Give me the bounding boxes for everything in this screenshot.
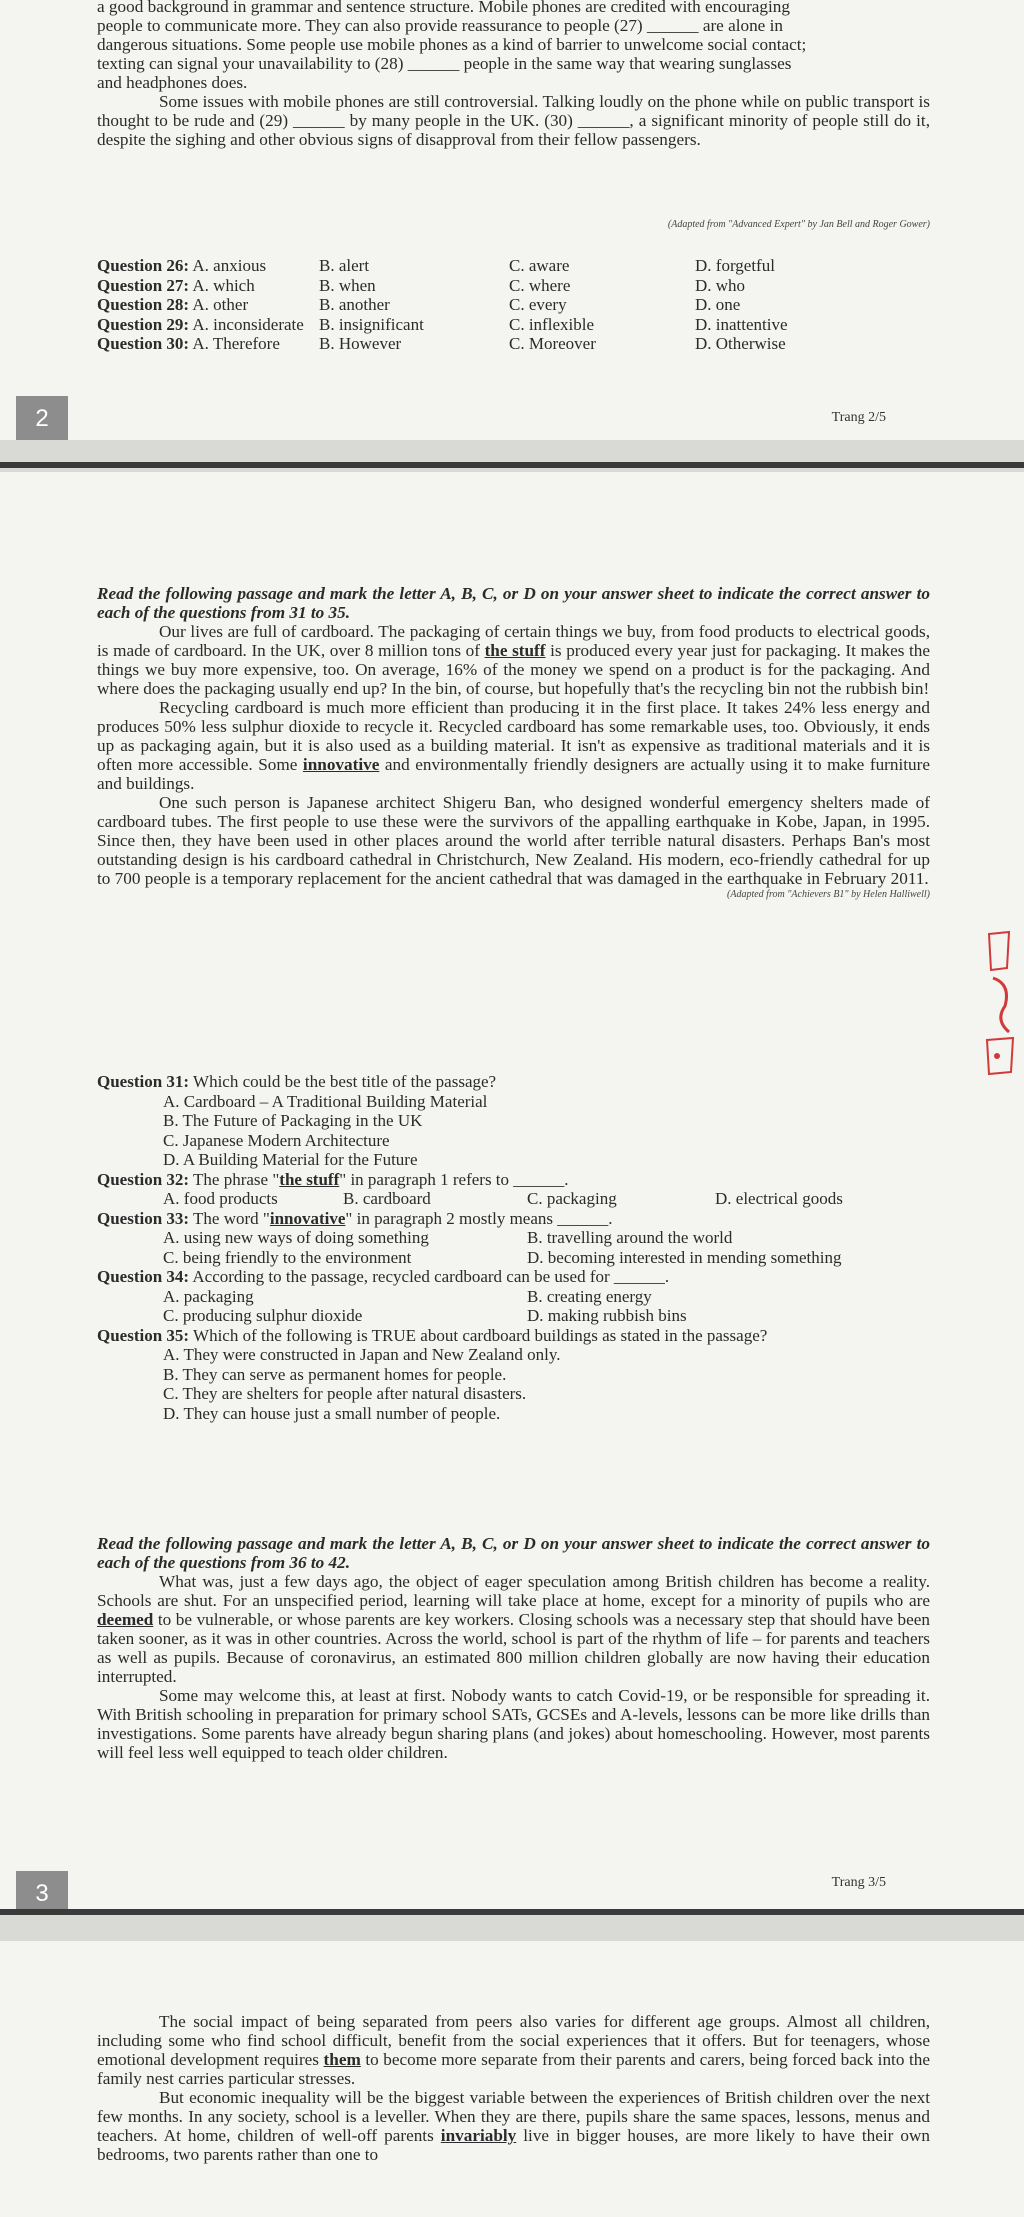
page-footer-label: Trang 2/5: [831, 410, 886, 425]
question-text: According to the passage, recycled cardboard can be used for ______.: [189, 1267, 670, 1286]
option-a: A. Therefore: [192, 334, 280, 353]
option: C. packaging: [527, 1189, 617, 1208]
option-d: D. Otherwise: [695, 334, 786, 353]
exam-page-4: [0, 1941, 1024, 2217]
passage-paragraph: The social impact of being separated from peers also varies for different age groups. Almost all children, including some who find school difficult, benefit from the social experiences that it offers. But for teenagers, whose emotional development requires them to become more separate from their parents and carers, being forced back into the family nest carries particular stresses.: [97, 2012, 930, 2088]
option: B. They can serve as permanent homes for people.: [163, 1364, 507, 1384]
exam-page-2: [0, 0, 1024, 440]
option: A. packaging: [163, 1286, 254, 1306]
underlined-word: innovative: [269, 1208, 346, 1228]
passage-paragraph: What was, just a few days ago, the object of eager speculation among British children has become a reality. Schools are shut. For an unspecified period, learning will take place at home, except for a minority of pupils who are deemed to be vulnerable, or whose parents are key workers. Closing schools was a necessary step that should have been taken sooner, as it was in other countries. Across the world, school is part of the rhythm of life – for parents and teachers as well as pupils. Because of coronavirus, an estimated 800 million children globally are now having their education interrupted.: [97, 1572, 930, 1686]
red-stamp-mark: [983, 928, 1017, 1076]
questions-31-35: [97, 1066, 930, 1423]
question-row: [97, 276, 885, 296]
question-35: [97, 1326, 930, 1424]
option: D. A Building Material for the Future: [163, 1150, 418, 1169]
option-c: C. inflexible: [509, 314, 594, 334]
option: A. Cardboard – A Traditional Building Material: [163, 1091, 488, 1111]
page-number-badge: 3: [16, 1871, 68, 1917]
option-b: B. another: [319, 295, 390, 314]
section-instruction: Read the following passage and mark the letter A, B, C, or D on your answer sheet to indicate the correct answer to each of the questions from 36 to 42.: [97, 1534, 930, 1572]
question-label: Question 28:: [97, 295, 190, 314]
question-label: Question 31:: [97, 1072, 190, 1091]
option-c: C. Moreover: [509, 334, 596, 353]
option-d: D. who: [695, 275, 746, 295]
options-row: [97, 1248, 930, 1268]
question-34: [97, 1267, 930, 1326]
passage-continuation: [97, 0, 930, 149]
underlined-word: invariably: [440, 2126, 517, 2145]
passage-paragraph: One such person is Japanese architect Shigeru Ban, who designed wonderful emergency shelters made of cardboard tubes. The first people to use these were the survivors of the appalling earthquake in Kobe, Japan, in 1995. Since then, they have been used in other places around the world after terrible natural disasters. Perhaps Ban's most outstanding design is his cardboard cathedral in Christchurch, New Zealand. His modern, eco-friendly cathedral for up to 700 people is a temporary replacement for the ancient cathedral that was damaged in the earthquake in February 2011.: [97, 793, 930, 888]
option: D. They can house just a small number of people.: [163, 1403, 501, 1423]
section-instruction: Read the following passage and mark the letter A, B, C, or D on your answer sheet to indicate the correct answer to each of the questions from 31 to 35.: [97, 584, 930, 622]
option: B. The Future of Packaging in the UK: [163, 1111, 423, 1130]
option-c: C. aware: [509, 256, 570, 275]
passage-line: people to communicate more. They can also provide reassurance to people (27) ______ are alone in: [97, 16, 783, 35]
option-b: B. However: [319, 334, 402, 353]
question-row: [97, 334, 885, 354]
option-b: B. alert: [319, 256, 370, 275]
option: C. being friendly to the environment: [163, 1247, 412, 1267]
passage-paragraph: Some may welcome this, at least at first. Nobody wants to catch Covid-19, or be responsible for spreading it. With British schooling in preparation for primary school SATs, GCSEs and A-levels, lessons can be more like drills than investigations. Some parents have already begun sharing plans (and jokes) about homeschooling. However, most parents will feel less well equipped to teach older children.: [97, 1686, 930, 1762]
question-31: [97, 1072, 930, 1170]
reading-passage-2-continued: [97, 2012, 930, 2164]
option: D. electrical goods: [715, 1189, 843, 1208]
reading-passage-2: [97, 1534, 930, 1762]
option-a: A. anxious: [192, 256, 267, 275]
question-label: Question 34:: [97, 1267, 190, 1286]
passage-paragraph: Some issues with mobile phones are still controversial. Talking loudly on the phone while on public transport is thought to be rude and (29) ______ by many people in the UK. (30) ______, a significant minority of people still do it, despite the sighing and other obvious signs of disapproval from their fellow passengers.: [97, 92, 930, 149]
options-row: [97, 1306, 930, 1326]
option: C. producing sulphur dioxide: [163, 1306, 363, 1325]
question-label: Question 26:: [97, 256, 190, 275]
source-citation: (Adapted from "Advanced Expert" by Jan Bell and Roger Gower): [667, 219, 930, 230]
option-c: C. where: [509, 275, 571, 295]
underlined-phrase: the stuff: [484, 641, 546, 660]
option-a: A. inconsiderate: [192, 314, 304, 334]
page-number-badge: 2: [16, 396, 68, 442]
passage-paragraph: But economic inequality will be the biggest variable between the experiences of British children over the next few months. In any society, school is a leveller. When they are there, pupils share the same spaces, lessons, menus and teachers. At home, children of well-off parents invariably live in bigger houses, are more likely to have their own bedrooms, two parents rather than one to: [97, 2088, 930, 2164]
passage-line: a good background in grammar and sentence structure. Mobile phones are credited with encouraging: [97, 0, 790, 16]
passage-line: dangerous situations. Some people use mobile phones as a kind of barrier to unwelcome social contact;: [97, 35, 807, 54]
option-a: A. other: [192, 295, 249, 314]
option: C. Japanese Modern Architecture: [163, 1130, 390, 1150]
question-row: [97, 295, 885, 315]
question-label: Question 32:: [97, 1169, 190, 1189]
passage-line: and headphones does.: [97, 73, 248, 92]
passage-line: texting can signal your unavailability to (28) ______ people in the same way that wearing sunglasses: [97, 54, 792, 73]
option: A. using new ways of doing something: [163, 1228, 429, 1247]
option: D. making rubbish bins: [527, 1306, 687, 1325]
option: A. They were constructed in Japan and New Zealand only.: [163, 1345, 561, 1364]
question-label: Question 27:: [97, 275, 190, 295]
option: B. travelling around the world: [527, 1228, 733, 1247]
exam-page-3: [0, 472, 1024, 1909]
option-d: D. forgetful: [695, 256, 775, 275]
option-a: A. which: [192, 275, 255, 295]
reading-passage-1: [97, 584, 930, 902]
option-c: C. every: [509, 295, 567, 314]
options-row: [97, 1287, 930, 1307]
passage-paragraph: Our lives are full of cardboard. The packaging of certain things we buy, from food products to electrical goods, is made of cardboard. In the UK, over 8 million tons of the stuff is produced every year just for packaging. It makes the things we buy more expensive, too. On average, 16% of the money we spend on a product is for the packaging. And where does the packaging usually end up? In the bin, of course, but hopefully that's the recycling bin not the rubbish bin!: [97, 622, 930, 698]
source-citation: (Adapted from "Achievers B1" by Helen Halliwell): [727, 889, 930, 900]
separator-line: [0, 462, 1024, 468]
question-label: Question 29:: [97, 314, 190, 334]
options-row: [97, 1189, 930, 1209]
option-d: D. inattentive: [695, 314, 788, 334]
cloze-questions: [97, 256, 885, 354]
option-b: B. when: [319, 275, 376, 295]
question-text: Which could be the best title of the passage?: [189, 1072, 497, 1091]
underlined-word: innovative: [302, 755, 380, 774]
question-33: Question 33: The word "innovative" in paragraph 2 mostly means ______. A. using new ways of doing something B. travelling around the world C. being friendly to the environment D. becoming interested in mending something: [97, 1209, 930, 1268]
question-label: Question 35:: [97, 1325, 190, 1345]
question-row: [97, 315, 885, 335]
option: B. creating energy: [527, 1286, 652, 1306]
option: A. food products: [163, 1189, 278, 1208]
question-label: Question 30:: [97, 334, 190, 353]
question-label: Question 33:: [97, 1208, 190, 1228]
option: B. cardboard: [343, 1189, 431, 1208]
page-separator: [0, 1909, 1024, 1941]
underlined-word: deemed: [97, 1610, 154, 1629]
question-text: Which of the following is TRUE about cardboard buildings as stated in the passage?: [189, 1325, 768, 1345]
separator-line: [0, 1909, 1024, 1915]
options-row: [97, 1228, 930, 1248]
underlined-phrase: the stuff: [279, 1169, 340, 1189]
page-footer-label: Trang 3/5: [831, 1875, 886, 1890]
question-row: [97, 256, 885, 276]
option: D. becoming interested in mending something: [527, 1247, 842, 1267]
passage-paragraph: Recycling cardboard is much more efficient than producing it in the first place. It takes 24% less energy and produces 50% less sulphur dioxide to recycle it. Recycled cardboard has some remarkable uses, too. Obviously, it ends up as packaging again, but it is also used as a building material. It isn't as expensive as traditional materials and it is often more accessible. Some innovative and environmentally friendly designers are actually using it to make furniture and buildings.: [97, 698, 930, 793]
page-separator: [0, 440, 1024, 472]
option-d: D. one: [695, 295, 741, 314]
question-32: Question 32: The phrase "the stuff" in paragraph 1 refers to ______. A. food products B. cardboard C. packaging D. electrical goods: [97, 1170, 930, 1209]
option: C. They are shelters for people after natural disasters.: [163, 1384, 527, 1403]
option-b: B. insignificant: [319, 314, 424, 334]
underlined-word: them: [323, 2050, 361, 2069]
